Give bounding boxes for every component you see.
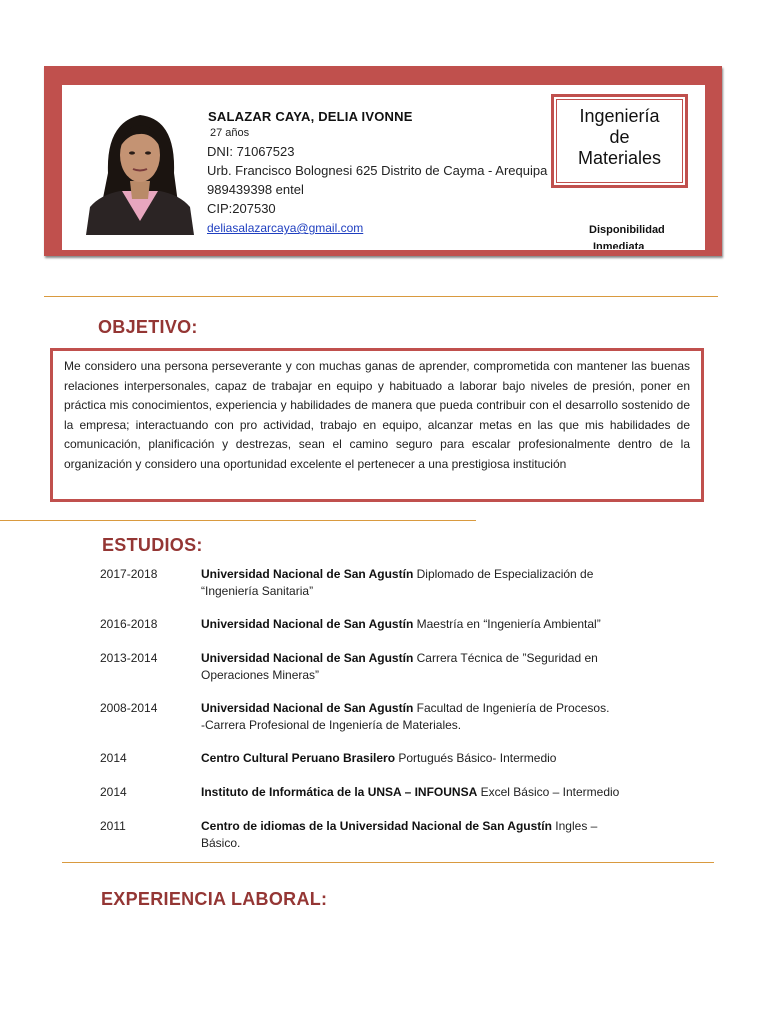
study-institution: Centro Cultural Peruano Brasilero bbox=[201, 751, 396, 765]
studies-title: ESTUDIOS: bbox=[102, 535, 203, 555]
study-year: 2017-2018 bbox=[100, 567, 158, 581]
study-description bbox=[201, 750, 641, 767]
study-detail: Maestría en “Ingeniería Ambiental” bbox=[413, 617, 601, 631]
study-detail: Diplomado de Especialización de “Ingeniería Sanitaria” bbox=[201, 567, 594, 598]
study-description bbox=[201, 566, 641, 600]
experience-title: EXPERIENCIA LABORAL: bbox=[101, 889, 328, 909]
study-year: 2016-2018 bbox=[100, 617, 158, 631]
study-detail: Excel Básico – Intermedio bbox=[477, 785, 620, 799]
study-year: 2013-2014 bbox=[100, 651, 158, 665]
study-description bbox=[201, 650, 641, 684]
study-institution: Instituto de Informática de la UNSA – INFOUNSA bbox=[201, 785, 478, 799]
candidate-name: SALAZAR CAYA, DELIA IVONNE bbox=[208, 109, 413, 124]
study-institution: Centro de idiomas de la Universidad Nacional de San Agustín bbox=[201, 819, 552, 833]
availability-line-1: Disponibilidad bbox=[589, 224, 665, 236]
study-year: 2014 bbox=[100, 785, 127, 799]
profession-line-1: Ingeniería bbox=[579, 106, 660, 126]
study-institution: Universidad Nacional de San Agustín bbox=[201, 651, 414, 665]
profession-line-3: Materiales bbox=[577, 148, 662, 168]
availability-line-2: Inmediata bbox=[593, 241, 645, 249]
study-institution: Universidad Nacional de San Agustín bbox=[201, 567, 414, 581]
study-description bbox=[201, 784, 641, 801]
study-description bbox=[201, 700, 641, 734]
study-description bbox=[201, 818, 631, 852]
divider bbox=[62, 862, 714, 863]
study-year: 2008-2014 bbox=[100, 701, 158, 715]
study-description bbox=[201, 616, 641, 633]
age-text: 27 años bbox=[210, 127, 250, 139]
cip-text: CIP:207530 bbox=[207, 201, 276, 216]
profession-line-2: de bbox=[609, 127, 630, 147]
divider bbox=[44, 296, 718, 297]
availability-text bbox=[589, 222, 665, 249]
address-text: Urb. Francisco Bolognesi 625 Distrito de Cayma - Arequipa bbox=[207, 163, 548, 178]
email-link-text[interactable]: deliasalazarcaya@gmail.com bbox=[207, 221, 364, 235]
objective-box bbox=[50, 348, 704, 502]
study-year: 2011 bbox=[100, 819, 126, 833]
study-year: 2014 bbox=[100, 751, 127, 765]
dni-text: DNI: 71067523 bbox=[207, 144, 295, 159]
phone-text: 989439398 entel bbox=[207, 182, 304, 197]
study-detail-2: -Carrera Profesional de Ingeniería de Materiales. bbox=[201, 718, 462, 732]
profile-photo bbox=[86, 103, 194, 235]
study-detail: Portugués Básico- Intermedio bbox=[395, 751, 557, 765]
study-institution: Universidad Nacional de San Agustín bbox=[201, 617, 414, 631]
divider bbox=[0, 520, 476, 521]
study-detail: Facultad de Ingeniería de Procesos. bbox=[413, 701, 610, 715]
study-detail: Ingles – Básico. bbox=[201, 819, 598, 850]
profession-box bbox=[551, 94, 688, 188]
study-detail: Carrera Técnica de ”Seguridad en Operaciones Mineras” bbox=[201, 651, 598, 682]
study-institution: Universidad Nacional de San Agustín bbox=[201, 701, 414, 715]
objective-title: OBJETIVO: bbox=[98, 317, 198, 337]
objective-text: Me considero una persona perseverante y con muchas ganas de aprender, comprometida con mantener las buenas relaciones interpersonales, capaz de trabajar en equipo y habituado a laborar bajo niveles de presión, poner en práctica mis conocimientos, experiencia y habilidades de manera que pueda contribuir con el desarrollo sostenido de la empresa; interactuando con pro actividad, trabajo en equipo, alcanzar metas en las que mis habilidades de comunicación, planificación y destrezas, sean el camino seguro para escalar profesionalmente dentro de la organización y considero una oportunidad excelente el pertenecer a una prestigiosa institución bbox=[64, 359, 690, 471]
profession-box-inner bbox=[556, 99, 683, 183]
email-link[interactable] bbox=[207, 221, 363, 235]
